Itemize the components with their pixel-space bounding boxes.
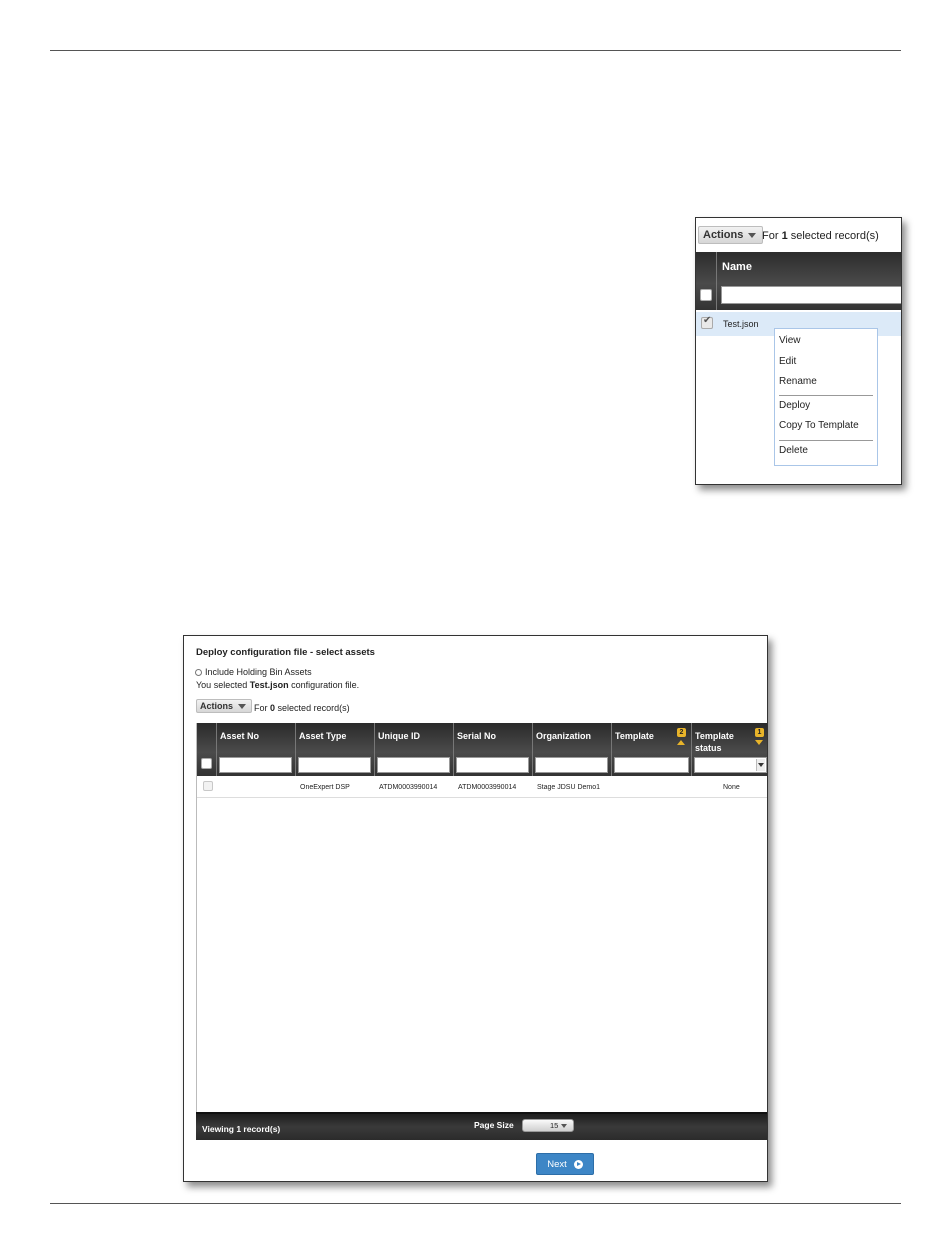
selected-count: 0 [270, 703, 276, 713]
asset-no-filter-input[interactable] [219, 757, 292, 773]
sort-ascending-icon [677, 740, 685, 745]
include-holding-option[interactable] [195, 667, 312, 677]
column-template-status[interactable] [691, 723, 768, 776]
page-size-label: Page Size [474, 1120, 514, 1130]
dropdown-arrow-icon[interactable] [756, 759, 765, 771]
row-name-cell: Test.json [723, 319, 759, 329]
selected-file-text [196, 680, 359, 690]
cell-template-status: None [723, 784, 740, 791]
include-holding-label: Include Holding Bin Assets [205, 667, 312, 677]
menu-item-rename[interactable]: Rename [779, 376, 817, 387]
column-unique-id[interactable] [374, 723, 453, 776]
row-checkbox[interactable] [203, 781, 213, 791]
column-label-line1: Template [695, 731, 734, 741]
dialog-title: Deploy configuration file - select assets [196, 647, 375, 658]
cell-organization: Stage JDSU Demo1 [537, 784, 601, 791]
page-size-value: 15 [550, 1121, 559, 1130]
column-asset-no[interactable] [216, 723, 295, 776]
column-asset-type[interactable] [295, 723, 374, 776]
serial-no-filter-input[interactable] [456, 757, 529, 773]
menu-item-delete[interactable]: Delete [779, 445, 808, 456]
next-button[interactable] [536, 1153, 594, 1175]
unique-id-filter-input[interactable] [377, 757, 450, 773]
template-filter-input[interactable] [614, 757, 689, 773]
column-label: Organization [536, 731, 592, 741]
assets-grid [196, 723, 768, 1140]
sort-order-badge: 1 [755, 728, 764, 737]
column-label: Template [615, 731, 654, 741]
column-label-line2: status [695, 743, 722, 753]
actions-label: Actions [703, 229, 744, 241]
column-organization[interactable] [532, 723, 611, 776]
menu-item-edit[interactable]: Edit [779, 356, 797, 367]
for-prefix: For [254, 703, 268, 713]
sort-descending-icon [755, 740, 763, 745]
template-status-filter-select[interactable] [694, 757, 767, 773]
column-template[interactable] [611, 723, 691, 776]
column-label: Asset No [220, 731, 260, 741]
column-name-header[interactable]: Name [722, 261, 752, 273]
selected-prefix: You selected [196, 680, 248, 690]
menu-item-deploy[interactable]: Deploy [779, 400, 811, 411]
table-row[interactable] [197, 776, 768, 798]
asset-type-filter-input[interactable] [298, 757, 371, 773]
column-label [695, 730, 734, 754]
menu-item-view[interactable]: View [779, 335, 801, 346]
menu-item-copy-to-template[interactable]: Copy To Template [779, 420, 859, 431]
deploy-dialog-screenshot [183, 635, 768, 1182]
row-checkbox-checked[interactable] [701, 317, 713, 329]
include-holding-radio[interactable] [195, 669, 202, 676]
selected-file-name: Test.json [249, 680, 289, 690]
for-prefix: For [762, 230, 779, 242]
header-rule [50, 50, 901, 51]
selected-count: 1 [781, 230, 788, 242]
column-label: Unique ID [378, 731, 420, 741]
selection-count-text [762, 230, 879, 242]
page-size-select[interactable] [522, 1119, 574, 1132]
select-all-checkbox[interactable] [700, 289, 712, 301]
for-suffix: selected record(s) [790, 230, 879, 242]
file-list-screenshot [695, 217, 902, 485]
next-label: Next [547, 1158, 567, 1170]
cell-unique-id: ATDM0003990014 [379, 784, 438, 791]
actions-label: Actions [200, 701, 234, 711]
arrow-right-circle-icon [574, 1160, 583, 1169]
actions-button[interactable] [698, 226, 763, 244]
selected-suffix: configuration file. [291, 680, 360, 690]
column-serial-no[interactable] [453, 723, 532, 776]
grid-header [197, 723, 768, 776]
for-suffix: selected record(s) [277, 703, 350, 713]
menu-divider [779, 440, 873, 441]
grid-footer [196, 1112, 768, 1140]
menu-divider [779, 395, 873, 396]
footer-rule [50, 1203, 901, 1204]
select-all-checkbox[interactable] [201, 758, 212, 769]
caret-down-icon [748, 233, 756, 238]
organization-filter-input[interactable] [535, 757, 608, 773]
column-divider [716, 252, 717, 310]
column-label: Serial No [457, 731, 497, 741]
context-menu [774, 328, 878, 466]
column-label: Asset Type [299, 731, 347, 741]
sort-order-badge: 2 [677, 728, 686, 737]
caret-down-icon [561, 1124, 567, 1128]
caret-down-icon [238, 704, 246, 709]
grid-header [696, 252, 902, 310]
actions-button[interactable] [196, 699, 252, 713]
viewing-count: Viewing 1 record(s) [202, 1124, 281, 1134]
cell-serial-no: ATDM0003990014 [458, 784, 517, 791]
name-filter-input[interactable] [721, 286, 902, 304]
cell-asset-type: OneExpert DSP [300, 784, 350, 791]
selection-count-text [254, 703, 350, 713]
